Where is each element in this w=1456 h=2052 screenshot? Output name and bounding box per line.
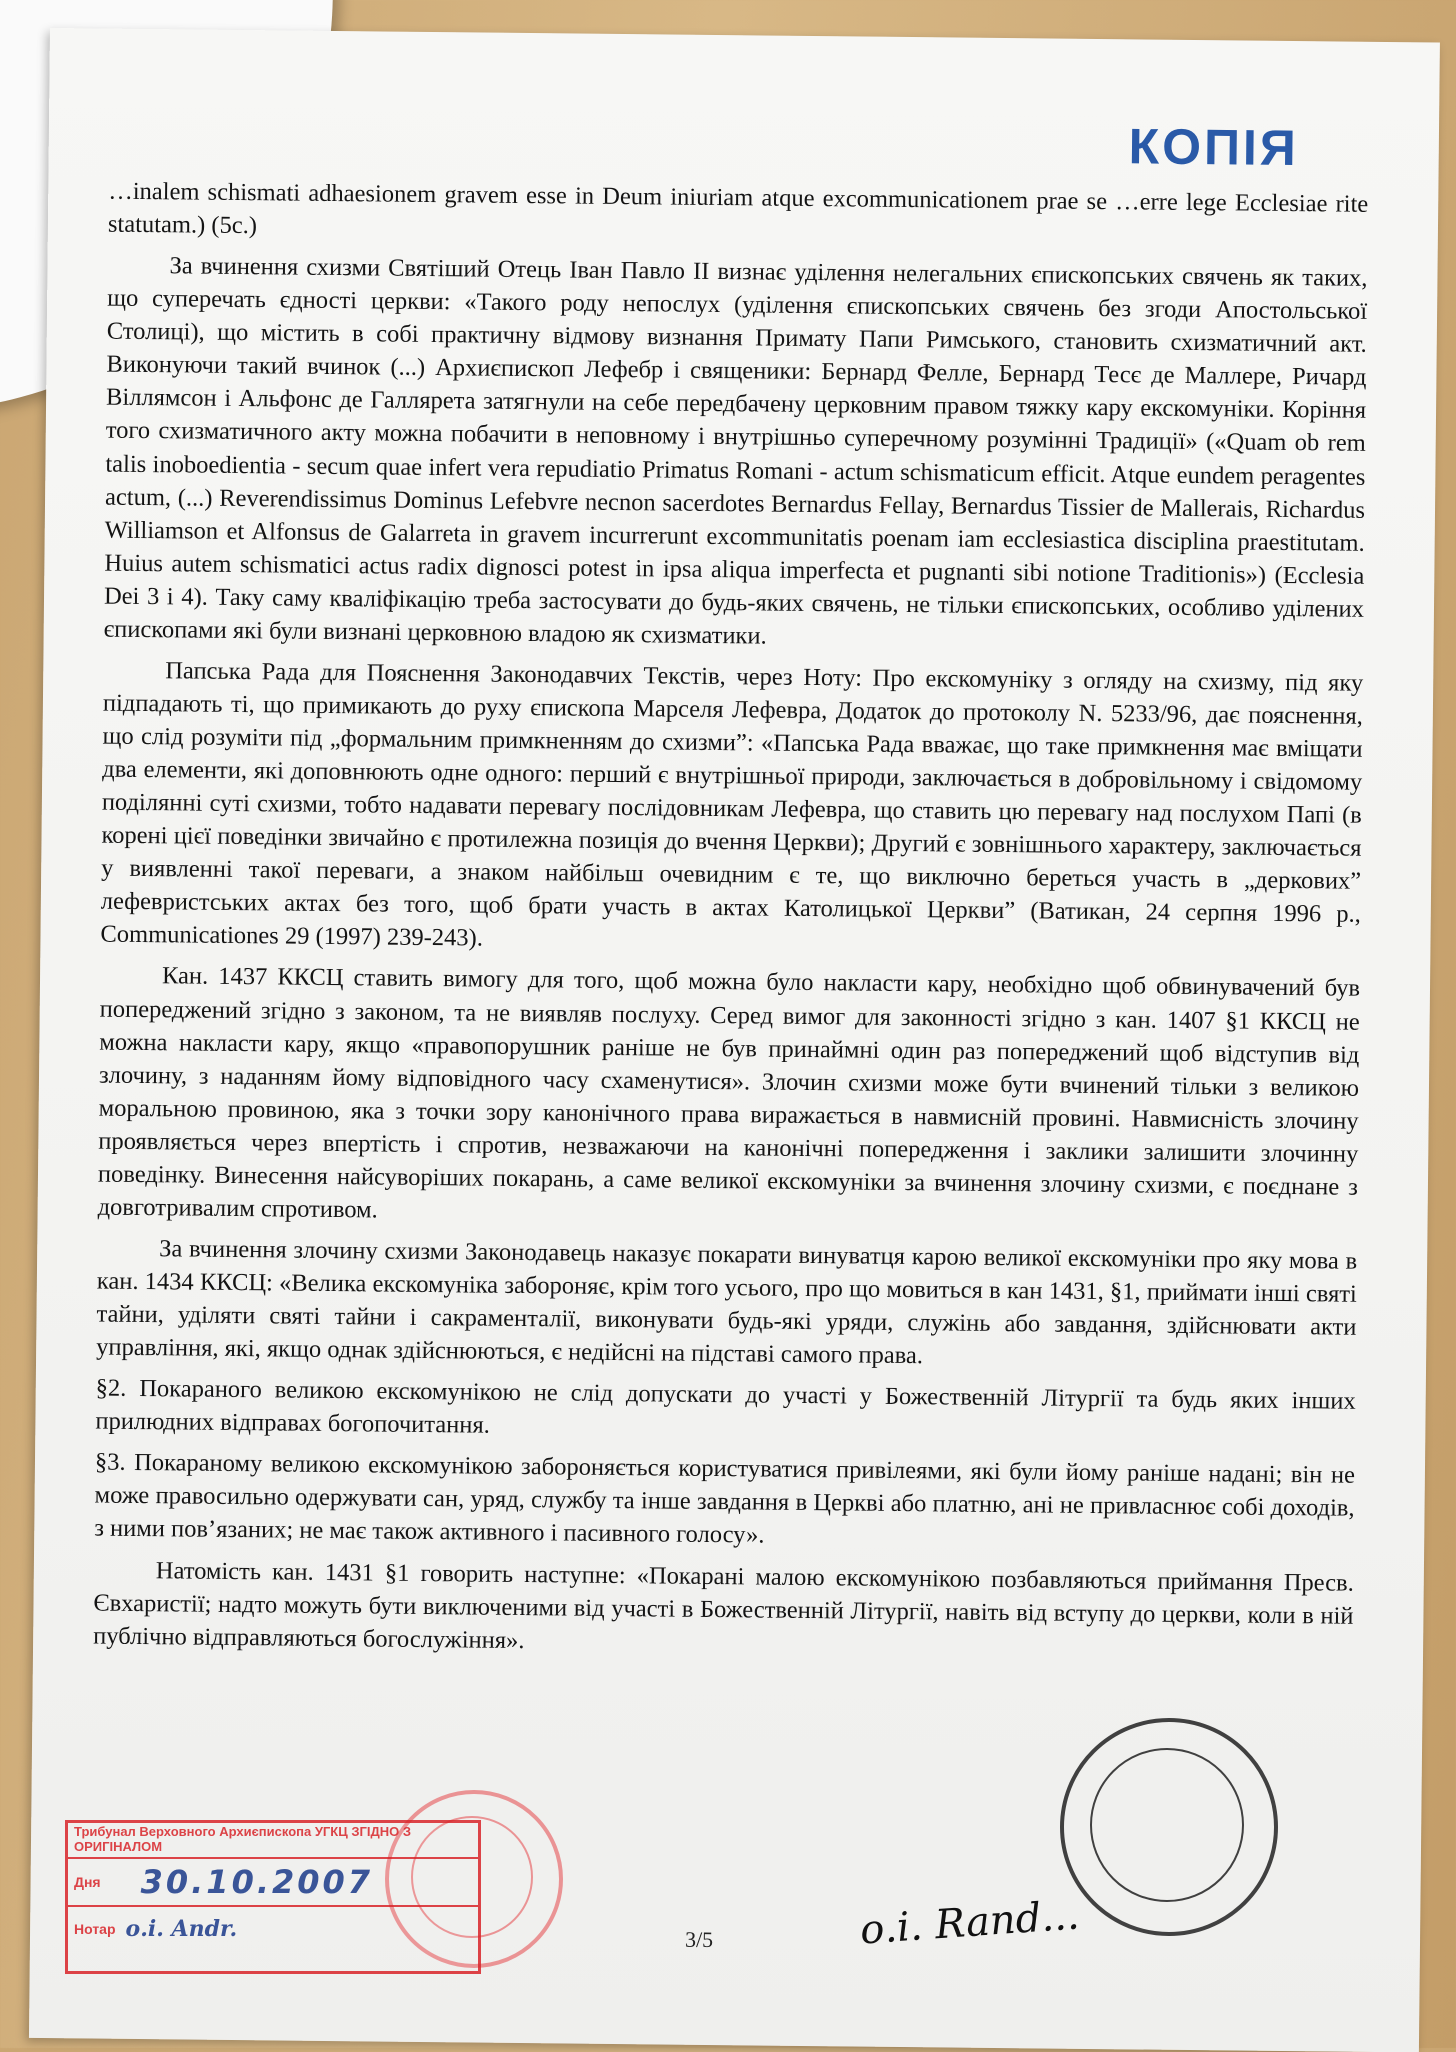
stamp-date-row bbox=[68, 1859, 478, 1907]
paragraph-section-2: §2. Покараного великою екскомунікою не слід допускати до участі у Божественній Літургії та будь яких інших прилюдних відправах богопочитання. bbox=[95, 1374, 1356, 1439]
paragraph-can-1434: За вчинення злочину схизми Законодавець наказує покарати винуватця карою великої екскомуніки про яку мова в кан. 1434 ККСЦ: «Велика екскомуніка забороняє, крім того усього, про що мовиться в кан 1431, §1, приймати інші святі тайни, уділяти святі тайни і сакраменталії, виконувати будь-які уряди, служінь або завдання, здійснювати акти управління, які, якщо однак здійснюються, є недійсні на підставі самого права. bbox=[96, 1235, 1358, 1370]
stamp-notary-signature: о.і. Andr. bbox=[125, 1915, 238, 1942]
paragraph-can-1431: Натомість кан. 1431 §1 говорить наступне: «Покарані малою екскомунікою позбавляються приймання Пресв. Євхаристії; надто можуть бути виключеними від участі в Божественній Літургії, навіть від вступу до церкви, коли в ній публічно відправляються богослужіння». bbox=[93, 1556, 1354, 1654]
paragraph-section-3: §3. Покараному великою екскомунікою забороняється користуватися привілеями, які були йому раніше надані; він не може правосильно одержувати сан, уряд, службу та інше завдання в Церкві або платню, ані не привласнює собі доходів, з ними пов’язаних; не має також активного і пасивного голосу». bbox=[94, 1448, 1356, 1550]
stamp-title: Трибунал Верховного Архиєпископа УГКЦ ЗГІДНО З ОРИГІНАЛОМ bbox=[68, 1823, 478, 1859]
paragraph-latin-tail: …inalem schismati adhaesionem gravem esse in Deum iniuriam atque excommunicationem prae se …erre lege Ecclesiae rite statutam.) (5c.) bbox=[107, 177, 1369, 240]
copy-mark: КОПІЯ bbox=[1128, 118, 1300, 177]
stamp-notary-row bbox=[68, 1907, 478, 1951]
paragraph-can-1437: Кан. 1437 ККСЦ ставить вимогу для того, щоб можна було накласти кару, необхідно щоб обвинувачений був попереджений згідно з законом, та не виявляв послуху. Серед вимог для законності згідно з кан. 1407 §1 ККСЦ не можна накласти кару, якщо «правопорушник раніше не був принаймні один раз попереджений щоб відступив від злочину, з наданням йому відповідного часу схаменутися». Злочин схизми може бути вчинений тільки з великою моральною провиною, яка з точки зору канонічного права виражається в навмисній провині. Навмисність злочину проявляється через впертість і спротив, незважаючи на канонічні попередження і заклики залишити злочинну поведінку. Винесення найсуворіших покарань, а саме великої екскомуніки за вчинення злочину схизми, є поєднане з довготривалим спротивом. bbox=[97, 962, 1361, 1224]
stamp-notary-label: Нотар bbox=[74, 1920, 116, 1937]
stamp-date-value: 30.10.2007 bbox=[140, 1862, 374, 1901]
handwritten-signature: о.і. Rand... bbox=[858, 1892, 1081, 1954]
stamp-date-label: Дня bbox=[74, 1873, 101, 1890]
tribunal-round-seal bbox=[1060, 1718, 1278, 1936]
page-number: 3/5 bbox=[684, 1926, 714, 1953]
document-body bbox=[93, 167, 1368, 1666]
paragraph-ecclesia-dei: За вчинення схизми Святіший Отець Іван Павло II визнає уділення нелегальних єпископських свячень як таких, що суперечать єдності церкви: «Такого роду непослух (уділення єпископських свячень без згоди Апостольської Столиці), що містить в собі практичну відмову визнання Примату Папи Римського, становить схизматичний акт. Виконуючи такий вчинок (...) Архиєпископ Лефебр і священики: Бернард Фелле, Бернард Тесє де Маллере, Ричард Віллямсон і Альфонс де Галлярета затягнули на себе передбачену церковним правом тяжку кару екскомуніки. Коріння того схизматичного акту можна побачити в неповному і внутрішньо суперечному розумінні Традиції» («Quam ob rem talis inoboedientia - secum quae infert vera repudiatio Primatus Romani - actum schismaticum efficit. Atque eundem peragentes actum, (...) Reverendissimus Dominus Lefebvre necnon sacerdotes Bernardus Fellay, Bernardus Tissier de Mallerais, Richardus Williamson et Alfonsus de Galarreta in gravem incurrerunt excommunitatis poenam iam ecclesiastica disciplina praestitutam. Huius autem schismatici actus radix dignosci potest in ipsa aliqua imperfecta et pugnanti sibi notione Traditionis») (Ecclesia Dei 3 і 4). Таку саму кваліфікацію треба застосувати до будь-яких свячень, не тільки єпископських, особливо уділених єпископами які були визнані церковною владою як схизматики. bbox=[103, 252, 1368, 650]
certification-stamp bbox=[65, 1820, 481, 1974]
paragraph-papal-council: Папська Рада для Пояснення Законодавчих Текстів, через Ноту: Про екскомуніку з огляду на схизму, під яку підпадають ті, що примикають до руху єпископа Марселя Лефевра, Додаток до протоколу N. 5233/96, дає пояснення, що слід розуміти під „формальним примкненням до схизми”: «Папська Рада вважає, що таке примкнення має вміщати два елементи, які доповнюють одне одного: перший є внутрішньої природи, заключається в добровільному і свідомому поділянні суті схизми, тобто надавати перевагу послідовникам Лефевра, що ставить цю перевагу над послухом Папі (в корені цієї поведінки звичайно є протилежна позиція до вчення Церкви); Другий є зовнішнього характеру, заключається у виявленні такої переваги, а знаком найбільш очевидним є те, що виключно береться участь в „деркових” лефевристських актах без того, щоб брати участь в актах Католицької Церкви” (Ватикан, 24 серпня 1996 р., Communicationes 29 (1997) 239-243). bbox=[100, 657, 1364, 952]
